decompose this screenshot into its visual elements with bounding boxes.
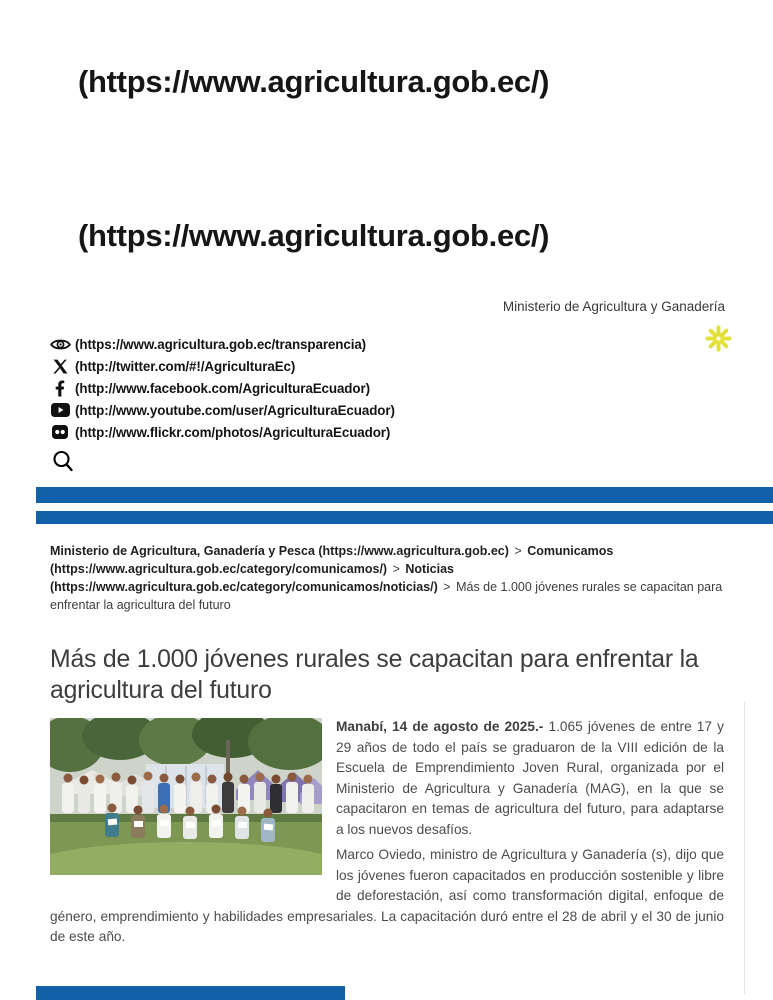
breadcrumb-link-comunicamos[interactable]: Comunicamos (https://www.agricultura.gob.ec/category/comunicamos/) [50,544,614,576]
youtube-link-label: (http://www.youtube.com/user/AgriculturaEcuador) [75,402,395,418]
breadcrumb-link-noticias[interactable]: Noticias (https://www.agricultura.gob.ec/category/comunicamos/noticias/) [50,562,455,594]
breadcrumb-separator: > [392,562,400,576]
facebook-icon [49,380,71,397]
transparency-link-label: (https://www.agricultura.gob.ec/transparencia) [75,336,367,352]
flickr-link[interactable] [49,421,395,443]
article-body [50,717,724,953]
article-dateline: Manabí, 14 de agosto de 2025.- [336,719,544,734]
twitter-link-label: (http://twitter.com/#!/AgriculturaEc) [75,358,296,374]
flickr-icon [49,424,71,440]
x-twitter-icon [49,359,71,374]
search-button[interactable] [50,449,78,477]
article-paragraph-1: Manabí, 14 de agosto de 2025.- 1.065 jóvenes de entre 17 y 29 años de todo el país se graduaron de la VIII edición de la Escuela de Emprendimiento Joven Rural, organizada por el Ministerio de Agricultura y Ganadería (MAG), en la que se capacitaron en temas de agricultura del futuro, para adaptarse a los nuevos desafíos. [336,719,724,837]
social-links [49,333,395,443]
breadcrumb-link-home[interactable]: Ministerio de Agricultura, Ganadería y Pesca (https://www.agricultura.gob.ec) [50,544,509,558]
youtube-icon [49,403,71,417]
article-photo-group-graduates [50,718,322,875]
breadcrumb [50,542,726,614]
header-blue-bar-top [36,487,773,503]
site-home-link-top[interactable]: (https://www.agricultura.gob.ec/) [78,64,550,99]
breadcrumb-current-page: Más de 1.000 jóvenes rurales se capacitan para enfrentar la agricultura del futuro [50,580,723,612]
transparency-link[interactable] [49,333,395,355]
facebook-link-label: (http://www.facebook.com/AgriculturaEcuador) [75,380,370,396]
breadcrumb-separator: > [514,544,522,558]
right-divider-line [744,702,745,994]
article-paragraph-2: Marco Oviedo, ministro de Agricultura y Ganadería (s), dijo que los jóvenes fueron capacitados en producción sostenible y libre de deforestación, así como transformación digital, enfoque de género, emprendimiento y habilidades empresariales. La capacitación duró entre el 28 de abril y el 30 de junio de este año. [50,847,724,944]
site-home-link-logo[interactable]: (https://www.agricultura.gob.ec/) [78,218,550,253]
twitter-link[interactable] [49,355,395,377]
footer-blue-bar [36,986,345,1000]
search-icon [51,449,77,475]
facebook-link[interactable] [49,377,395,399]
flickr-link-label: (http://www.flickr.com/photos/AgriculturaEcuador) [75,424,391,440]
ministry-name: Ministerio de Agricultura y Ganadería [502,299,725,314]
header-blue-bar-bottom [36,511,773,524]
eye-transparency-icon [49,337,71,352]
loading-asterisk-icon [704,324,733,358]
breadcrumb-separator: > [443,580,451,594]
article-title: Más de 1.000 jóvenes rurales se capacitan para enfrentar la agricultura del futuro [50,646,699,704]
youtube-link[interactable] [49,399,395,421]
